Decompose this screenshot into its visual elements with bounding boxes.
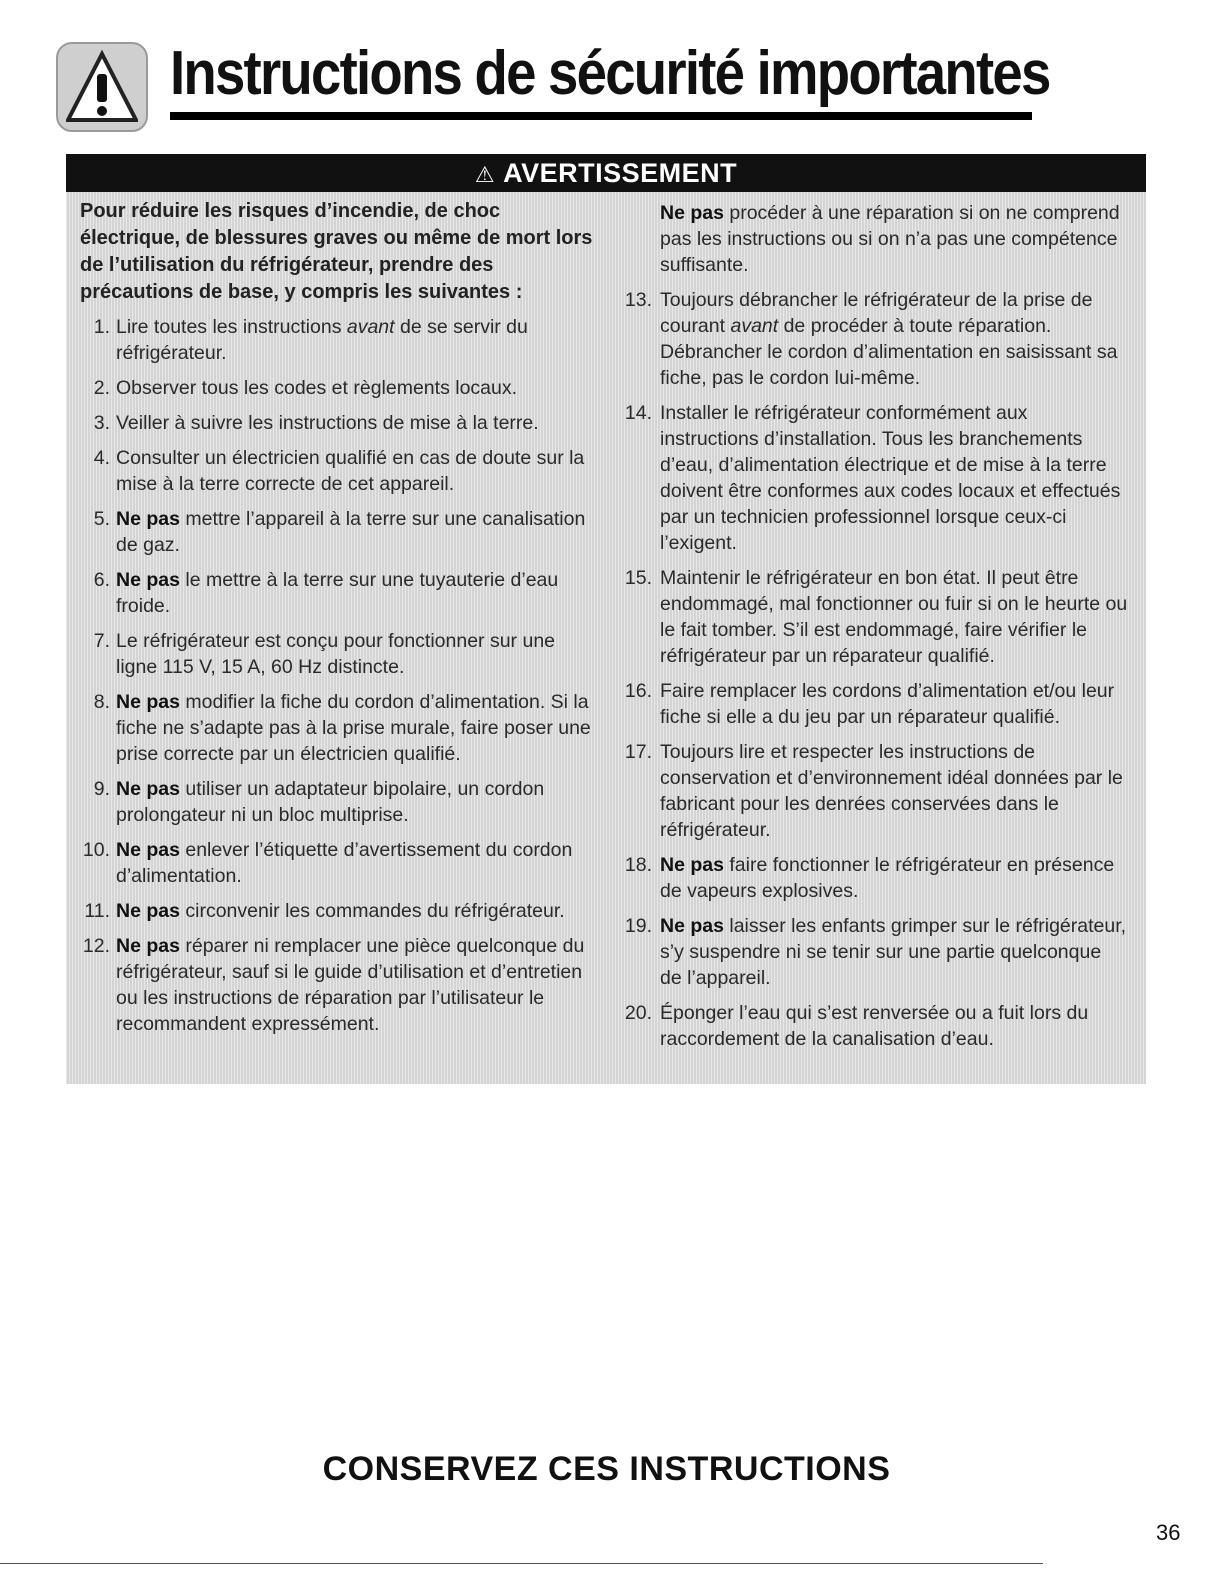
left-list (80, 314, 600, 1037)
item-text: Éponger l’eau qui s’est renversée ou a fuit lors du raccordement de la canalisation d’eau. (660, 1002, 1089, 1050)
item-number: 10. (82, 839, 110, 861)
item-text: faire fonctionner le réfrigérateur en présence de vapeurs explosives. (660, 854, 1115, 902)
list-item (80, 776, 600, 828)
list-item (624, 913, 1128, 991)
warning-box (66, 154, 1146, 1084)
list-item (80, 689, 600, 767)
item-text: utiliser un adaptateur bipolaire, un cordon prolongateur ni un bloc multiprise. (116, 778, 545, 826)
item-text: Toujours lire et respecter les instructions de conservation et d’environnement idéal données par le fabricant pour les denrées conservées dans le réfrigérateur. (660, 741, 1123, 841)
bottom-rule (0, 1563, 1043, 1564)
item-emphasis: Ne pas (116, 778, 180, 800)
item-emphasis: Ne pas (660, 915, 724, 937)
item-text: de se servir du réfrigérateur. (116, 316, 528, 364)
item-number: 19. (624, 915, 652, 937)
item-number: 14. (624, 402, 652, 424)
item-text: réparer ni remplacer une pièce quelconque du réfrigérateur, sauf si le guide d’utilisation et d’entretien ou les instructions de réparation par l’utilisateur le recommandent expressément. (116, 935, 585, 1035)
warning-intro: Pour réduire les risques d’incendie, de choc électrique, de blessures graves ou même de mort lors de l’utilisation du réfrigérateur, prendre des précautions de base, y compris les suivantes : (80, 200, 593, 303)
item-number: 3. (93, 412, 110, 434)
list-item (624, 565, 1128, 669)
list-item (80, 898, 600, 924)
item-emphasis: Ne pas (116, 508, 180, 530)
item-text: enlever l’étiquette d’avertissement du cordon d’alimentation. (116, 839, 573, 887)
item-text: de procéder à toute réparation. Débrancher le cordon d’alimentation en saisissant sa fiche, pas le cordon lui-même. (660, 315, 1118, 389)
warning-banner-label: AVERTISSEMENT (503, 158, 738, 188)
item-emphasis: Ne pas (116, 935, 180, 957)
list-item (80, 314, 600, 366)
item-text: Maintenir le réfrigérateur en bon état. Il peut être endommagé, mal fonctionner ou fuir si on le heurte ou le fait tomber. S’il est endommagé, faire vérifier le réfrigérateur par un réparateur qualifié. (660, 567, 1128, 667)
warning-banner (66, 154, 1146, 192)
item-number: 4. (93, 447, 110, 469)
item-number: 6. (93, 569, 110, 591)
item-number: 2. (93, 377, 110, 399)
list-item (80, 506, 600, 558)
item-number: 1. (93, 316, 110, 338)
item-emphasis: Ne pas (116, 900, 180, 922)
item-number: 11. (84, 900, 110, 922)
list-item (80, 628, 600, 680)
item-text: laisser les enfants grimper sur le réfrigérateur, s’y suspendre ni se tenir sur une partie quelconque de l’appareil. (660, 915, 1127, 989)
item-number: 9. (93, 778, 110, 800)
item-number: 16. (624, 680, 652, 702)
right-column (624, 198, 1128, 1061)
list-item (624, 678, 1128, 730)
list-item (624, 739, 1128, 843)
list-item (624, 400, 1128, 556)
list-item (80, 410, 600, 436)
item-text: Toujours débrancher le réfrigérateur de la prise de courant (660, 289, 1093, 337)
item-italic: avant (730, 315, 779, 337)
item-text: Installer le réfrigérateur conformément aux instructions d’installation. Tous les branchements d’eau, d’alimentation électrique et de mise à la terre doivent être conformes aux codes locaux et effectués par un technicien professionnel lorsque ceux-ci l’exigent. (660, 402, 1121, 554)
item-text: Consulter un électricien qualifié en cas de doute sur la mise à la terre correcte de cet appareil. (116, 447, 585, 495)
title-underline (170, 112, 1032, 120)
item-text: Veiller à suivre les instructions de mise à la terre. (116, 412, 539, 434)
item-emphasis: Ne pas (660, 854, 724, 876)
item-text: le mettre à la terre sur une tuyauterie d’eau froide. (116, 569, 559, 617)
item-number: 15. (624, 567, 652, 589)
item-number: 5. (93, 508, 110, 530)
list-item (624, 852, 1128, 904)
page-title: Instructions de sécurité importantes (170, 39, 1050, 108)
item-text: Le réfrigérateur est conçu pour fonctionner sur une ligne 115 V, 15 A, 60 Hz distincte. (116, 630, 556, 678)
item-text: modifier la fiche du cordon d’alimentation. Si la fiche ne s’adapte pas à la prise murale, faire poser une prise correcte par un électricien qualifié. (116, 691, 591, 765)
item-number: 20. (624, 1002, 652, 1024)
item-text: mettre l’appareil à la terre sur une canalisation de gaz. (116, 508, 586, 556)
item-italic: avant (346, 316, 395, 338)
item-number: 18. (624, 854, 652, 876)
warning-triangle-icon (56, 42, 148, 132)
list-item (624, 1000, 1128, 1052)
page-header (56, 34, 1050, 134)
list-item (80, 933, 600, 1037)
item-text: Observer tous les codes et règlements locaux. (116, 377, 518, 399)
item-number: 12. (82, 935, 110, 957)
item-12-continuation: Ne pas procéder à une réparation si on ne comprend pas les instructions ou si on n’a pas une compétence suffisante. (660, 202, 1120, 276)
list-item (624, 287, 1128, 391)
right-list (624, 287, 1128, 1052)
page-number: 36 (1156, 1520, 1181, 1545)
item-number: 17. (624, 741, 652, 763)
item-number: 7. (93, 630, 110, 652)
list-item (80, 445, 600, 497)
list-item (80, 375, 600, 401)
item-text: Faire remplacer les cordons d’alimentation et/ou leur fiche si elle a du jeu par un réparateur qualifié. (660, 680, 1115, 728)
item-emphasis: Ne pas (116, 839, 180, 861)
item-emphasis: Ne pas (116, 569, 180, 591)
item-emphasis: Ne pas (116, 691, 180, 713)
list-item (80, 567, 600, 619)
left-column (80, 198, 600, 1046)
item-number: 13. (624, 289, 652, 311)
list-item (80, 837, 600, 889)
item-text: circonvenir les commandes du réfrigérateur. (179, 900, 565, 922)
item-number: 8. (93, 691, 110, 713)
item-text: Lire toutes les instructions (116, 316, 347, 338)
save-instructions-heading: CONSERVEZ CES INSTRUCTIONS (322, 1450, 891, 1488)
warning-small-icon: ⚠ (474, 162, 496, 187)
